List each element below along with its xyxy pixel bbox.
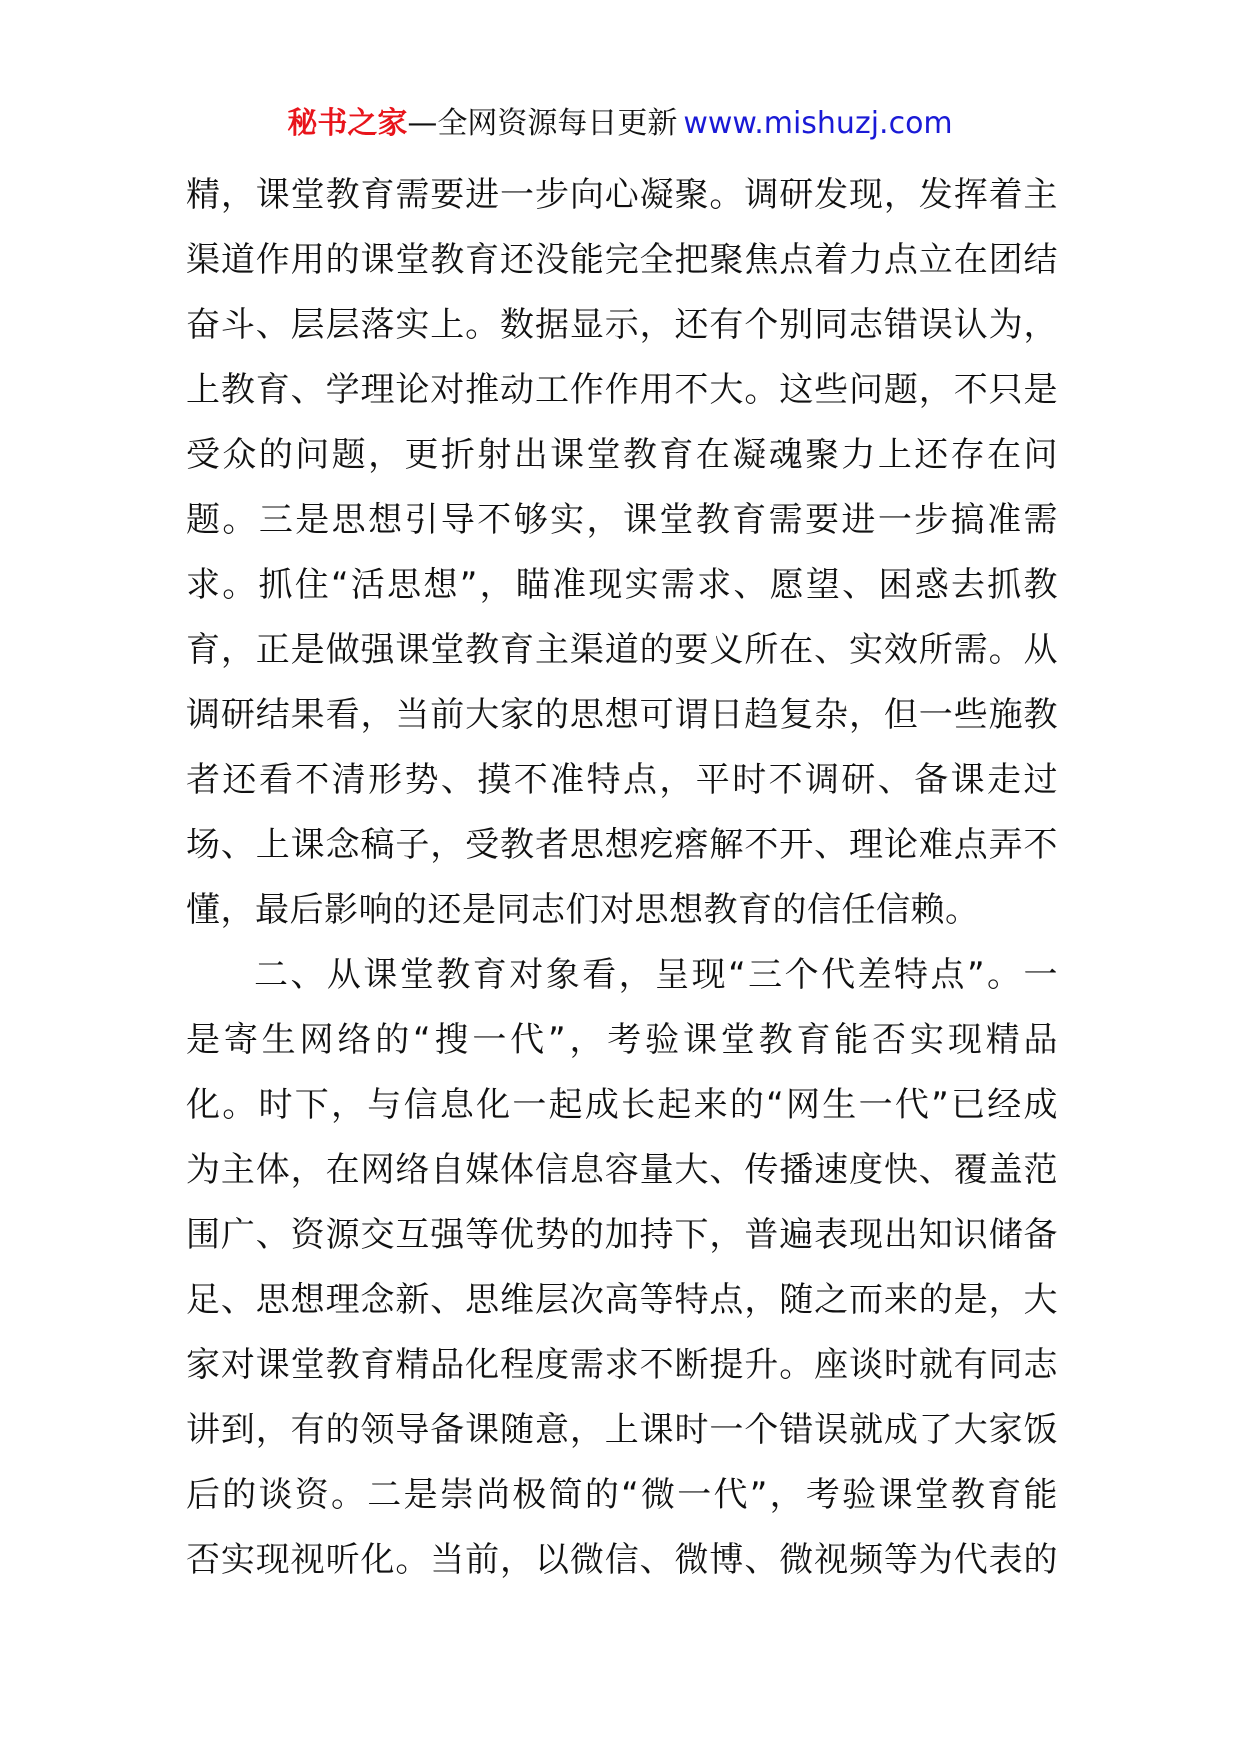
body-line: 后的谈资。二是崇尚极简的“微一代”，考验课堂教育能 — [186, 1475, 1058, 1515]
body-line: 场、上课念稿子，受教者思想疙瘩解不开、理论难点弄不 — [186, 825, 1058, 865]
body-line: 讲到，有的领导备课随意，上课时一个错误就成了大家饭 — [186, 1410, 1058, 1450]
body-line: 求。抓住“活思想”，瞄准现实需求、愿望、困惑去抓教 — [186, 565, 1058, 605]
body-line: 懂，最后影响的还是同志们对思想教育的信任信赖。 — [186, 890, 980, 930]
body-line: 受众的问题，更折射出课堂教育在凝魂聚力上还存在问 — [186, 435, 1058, 475]
body-line: 育，正是做强课堂教育主渠道的要义所在、实效所需。从 — [186, 630, 1058, 670]
body-line: 渠道作用的课堂教育还没能完全把聚焦点着力点立在团结 — [186, 240, 1058, 280]
body-line: 化。时下，与信息化一起成长起来的“网生一代”已经成 — [186, 1085, 1058, 1125]
body-line: 上教育、学理论对推动工作作用不大。这些问题，不只是 — [186, 370, 1058, 410]
body-line: 调研结果看，当前大家的思想可谓日趋复杂，但一些施教 — [186, 695, 1058, 735]
body-line: 奋斗、层层落实上。数据显示，还有个别同志错误认为， — [186, 305, 1058, 345]
header-url-link[interactable]: www.mishuzj.com — [683, 106, 953, 141]
body-line: 为主体，在网络自媒体信息容量大、传播速度快、覆盖范 — [186, 1150, 1058, 1190]
body-line: 者还看不清形势、摸不准特点，平时不调研、备课走过 — [186, 760, 1058, 800]
header-brand: 秘书之家 — [287, 106, 408, 141]
document-body — [186, 163, 1058, 1593]
header-slogan: —全网资源每日更新 — [407, 106, 678, 141]
body-line: 题。三是思想引导不够实，课堂教育需要进一步搞准需 — [186, 500, 1058, 540]
body-line: 精，课堂教育需要进一步向心凝聚。调研发现，发挥着主 — [186, 175, 1058, 215]
body-line: 是寄生网络的“搜一代”，考验课堂教育能否实现精品 — [186, 1020, 1058, 1060]
body-line: 围广、资源交互强等优势的加持下，普遍表现出知识储备 — [186, 1215, 1058, 1255]
body-line: 足、思想理念新、思维层次高等特点，随之而来的是，大 — [186, 1280, 1058, 1320]
body-line: 家对课堂教育精品化程度需求不断提升。座谈时就有同志 — [186, 1345, 1058, 1385]
section-heading-line: 二、从课堂教育对象看，呈现“三个代差特点”。一 — [254, 955, 1058, 995]
page-header — [0, 104, 1240, 144]
body-line: 否实现视听化。当前，以微信、微博、微视频等为代表的 — [186, 1540, 1058, 1580]
